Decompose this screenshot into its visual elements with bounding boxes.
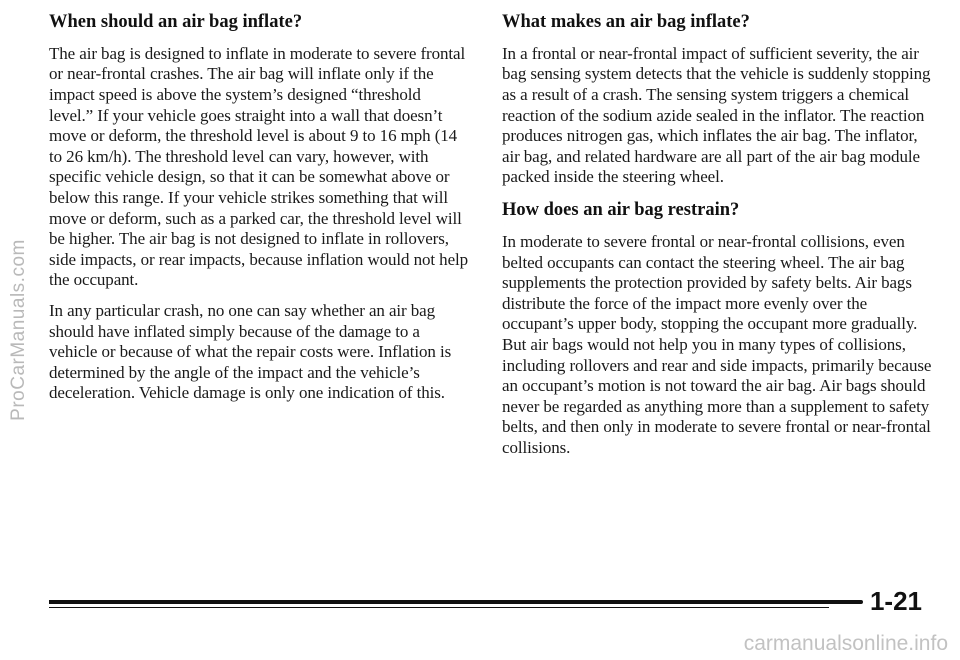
page-number: 1-21 — [869, 586, 922, 616]
paragraph-restrain: In moderate to severe frontal or near-frontal collisions, even belted occupants can contact the steering wheel. The air bag supplements the protection provided by safety belts. Air bags distribute the force of the impact more evenly over the occupant’s upper body, stopping the occupant more gradually. But air bags would not help you in many types of collisions, including rollovers and rear and side impacts, primarily because an occupant’s motion is not toward the air bag. Air bags should never be regarded as anything more than a supplement to safety belts, and then only in moderate to severe frontal or near-frontal collisions. — [502, 231, 932, 457]
footer-rule — [49, 600, 863, 608]
heading-what-makes-inflate: What makes an air bag inflate? — [502, 12, 750, 32]
footer-site-link[interactable]: carmanualsonline.info — [743, 632, 948, 655]
heading-how-restrain: How does an air bag restrain? — [502, 200, 740, 221]
side-watermark — [0, 0, 38, 660]
footer-rule-thin — [49, 607, 829, 608]
paragraph-threshold: The air bag is designed to inflate in moderate to severe frontal or near-frontal crashes. The air bag will inflate only if the impact speed is above the system’s designed “threshold level.” If your vehicle goes straight into a wall that doesn’t move or deform, the threshold level is about 9 to 16 mph (14 to 26 km/h). The threshold level can vary, however, with specific vehicle design, so that it can be somewhat above or below this range. If your vehicle strikes something that will move or deform, such as a parked car, the threshold level will be higher. The air bag is not designed to inflate in rollovers, side impacts, or rear impacts, because inflation would not help the occupant. — [49, 43, 469, 290]
watermark-text: ProCarManuals.com — [8, 239, 30, 421]
right-column — [502, 10, 934, 468]
heading-when-inflate: When should an air bag inflate? — [49, 12, 303, 32]
footer-rule-thick — [49, 600, 863, 604]
paragraph-particular-crash: In any particular crash, no one can say whether an air bag should have inflated simply because of the damage to a vehicle or because of what the repair costs were. Inflation is determined by the angle of the impact and the vehicle’s deceleration. Vehicle damage is only one indication of this. — [49, 301, 452, 403]
paragraph-sensing-system: In a frontal or near-frontal impact of sufficient severity, the air bag sensing system detects that the vehicle is suddenly stopping as a result of a crash. The sensing system triggers a chemical reaction of the sodium azide sealed in the inflator. The reaction produces nitrogen gas, which inflates the air bag. The inflator, air bag, and related hardware are all part of the air bag module packed inside the steering wheel. — [502, 43, 931, 187]
left-column — [49, 10, 469, 414]
